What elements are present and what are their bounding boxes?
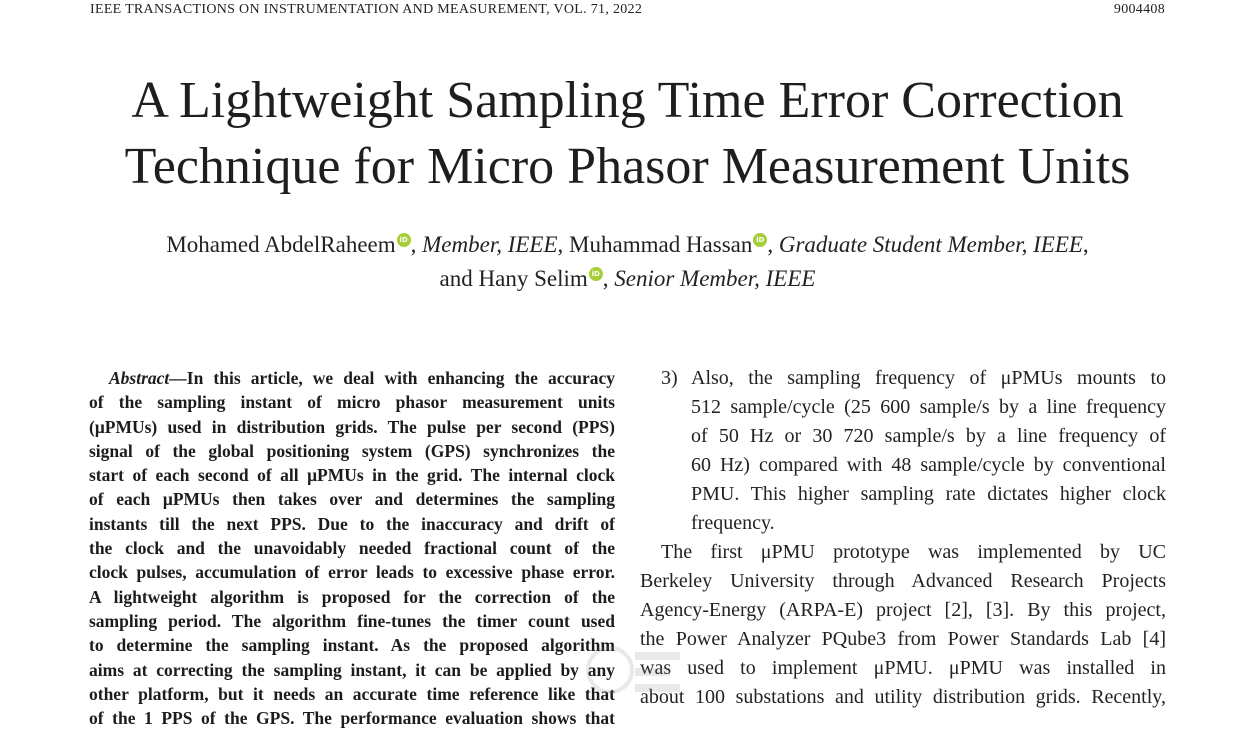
orcid-icon[interactable]: iD	[753, 233, 767, 247]
abstract-line: A lightweight algorithm is proposed for the correction of the	[89, 586, 615, 607]
abstract-line: aims at correcting the sampling instant, it can be applied by any	[89, 659, 615, 680]
author-conjunction: and	[439, 266, 473, 291]
body-line: 512 sample/cycle (25 600 sample/s by a line frequency	[691, 396, 1166, 418]
body-line: was used to implement μPMU. μPMU was installed in	[640, 657, 1166, 679]
page-number: 9004408	[1113, 2, 1165, 17]
body-line: The first μPMU prototype was implemented by UC	[661, 541, 1166, 563]
body-line: the Power Analyzer PQube3 from Power Standards Lab [4]	[640, 628, 1166, 650]
body-line: frequency.	[691, 512, 775, 534]
body-column-right	[640, 364, 1166, 712]
abstract-line: (μPMUs) used in distribution grids. The pulse per second (PPS)	[89, 416, 615, 437]
body-line: about 100 substations and utility distribution grids. Recently,	[640, 686, 1166, 708]
abstract-line: clock pulses, accumulation of error leads to excessive phase error.	[89, 562, 615, 583]
author-list	[0, 228, 1255, 296]
body-line: Agency-Energy (ARPA-E) project [2], [3]. By this project,	[640, 599, 1166, 621]
list-item	[640, 364, 1166, 538]
abstract-line: signal of the global positioning system (GPS) synchronizes the	[89, 440, 615, 461]
abstract-line: to determine the sampling instant. As the proposed algorithm	[89, 635, 615, 656]
abstract-line: sampling period. The algorithm fine-tunes the timer count used	[89, 610, 615, 631]
paper-title	[0, 68, 1255, 200]
author-name-1: Mohamed AbdelRaheem	[166, 232, 396, 257]
orcid-icon[interactable]: iD	[589, 267, 603, 281]
author-affiliation-1: Member, IEEE	[422, 232, 558, 257]
body-line: Also, the sampling frequency of μPMUs mounts to	[691, 367, 1166, 389]
author-name-2: Muhammad Hassan	[569, 232, 753, 257]
author-name-3: Hany Selim	[478, 266, 588, 291]
abstract-line: of the 1 PPS of the GPS. The performance evaluation shows that	[89, 708, 615, 729]
author-affiliation-3: Senior Member, IEEE	[614, 266, 816, 291]
body-line: PMU. This higher sampling rate dictates higher clock	[691, 483, 1166, 505]
orcid-icon[interactable]: iD	[397, 233, 411, 247]
body-paragraph	[640, 538, 1166, 712]
abstract-line: other platform, but it needs an accurate time reference like that	[89, 683, 615, 704]
abstract-line: Abstract—In this article, we deal with enhancing the accuracy	[109, 368, 615, 388]
abstract-line: of the sampling instant of micro phasor measurement units	[89, 392, 615, 413]
abstract-line: start of each second of all μPMUs in the grid. The internal clock	[89, 465, 615, 486]
body-line: 60 Hz) compared with 48 sample/cycle by conventional	[691, 454, 1166, 476]
author-affiliation-2: Graduate Student Member, IEEE	[778, 232, 1083, 257]
body-line: of 50 Hz or 30 720 sample/s by a line frequency of	[691, 425, 1166, 447]
abstract-line: the clock and the unavoidably needed fractional count of the	[89, 538, 615, 559]
title-line-1: A Lightweight Sampling Time Error Correction	[131, 72, 1124, 129]
title-line-2: Technique for Micro Phasor Measurement Units	[124, 138, 1131, 195]
journal-citation: IEEE TRANSACTIONS ON INSTRUMENTATION AND MEASUREMENT, VOL. 71, 2022	[90, 2, 643, 17]
author-line-1: Mohamed AbdelRaheem iD , Member, IEEE, Muhammad Hassan iD , Graduate Student Member, IEEE,	[166, 232, 1089, 257]
abstract-line: of each μPMUs then takes over and determines the sampling	[89, 489, 615, 510]
list-item-number: 3)	[661, 367, 678, 389]
body-line: Berkeley University through Advanced Research Projects	[640, 570, 1166, 592]
abstract-label: Abstract—	[109, 368, 187, 388]
abstract	[89, 366, 615, 730]
author-line-2: and Hany Selim iD , Senior Member, IEEE	[439, 266, 816, 291]
abstract-line: instants till the next PPS. Due to the inaccuracy and drift of	[89, 513, 615, 534]
